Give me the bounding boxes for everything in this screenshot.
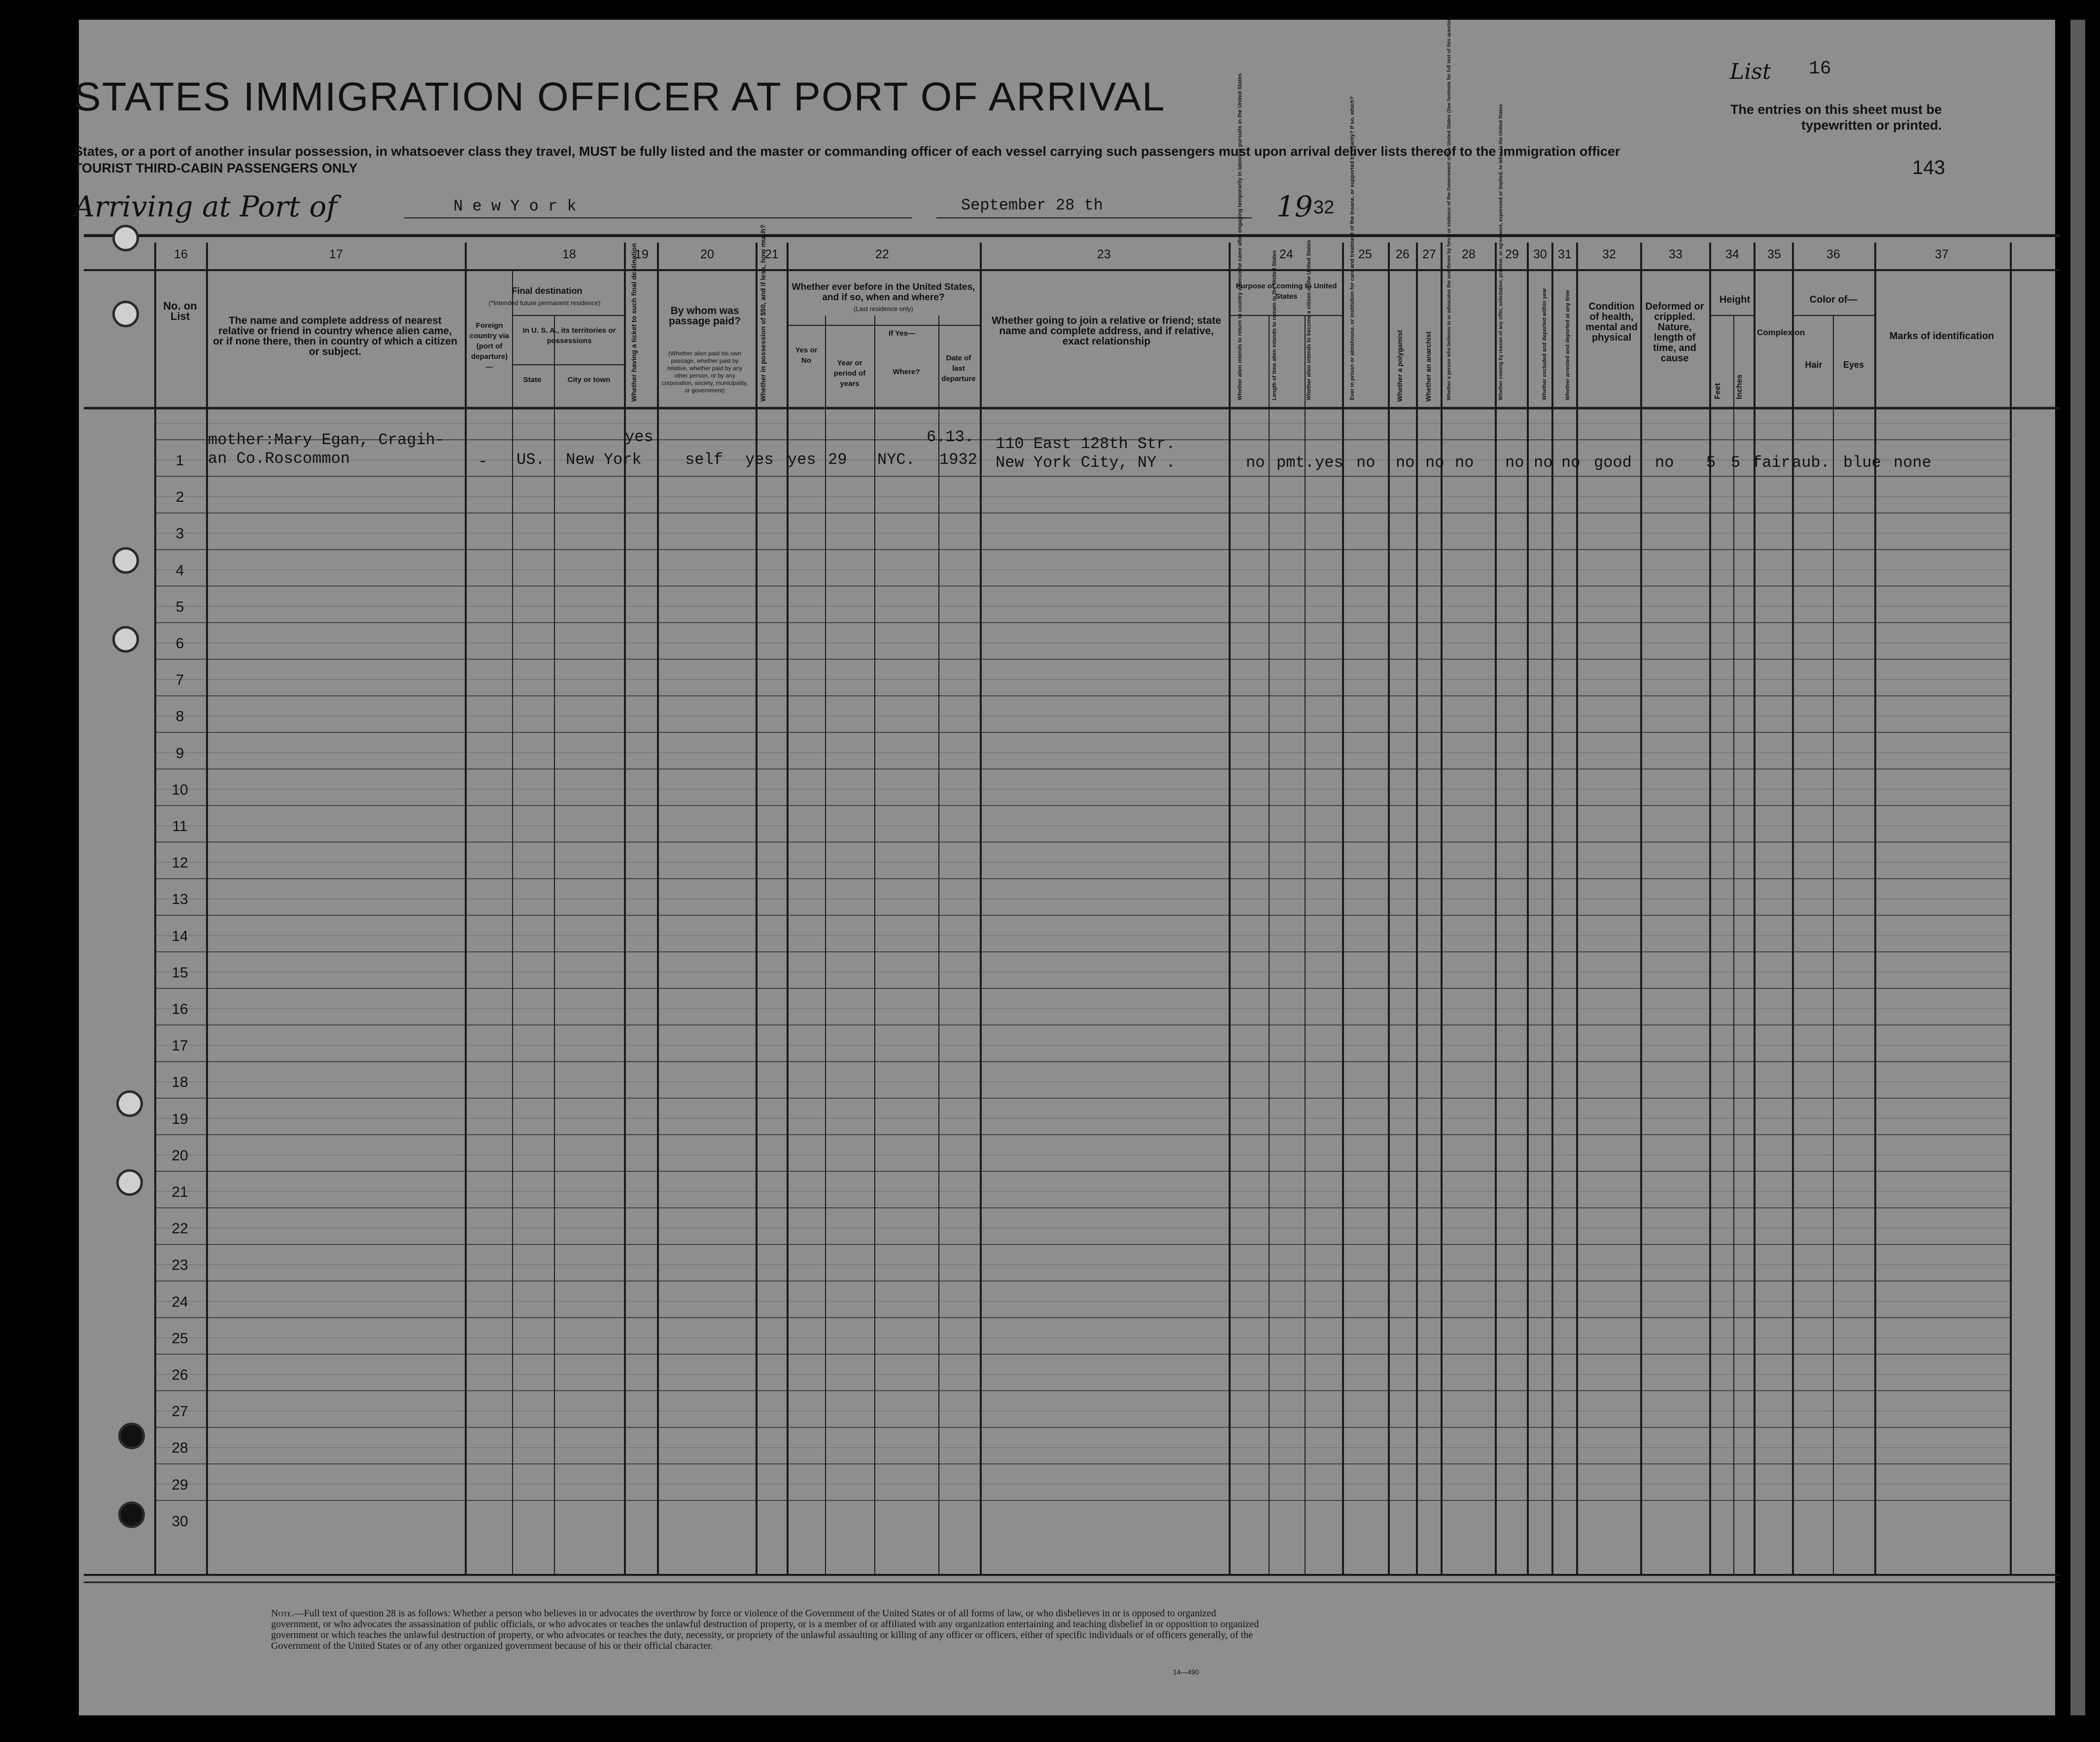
row-number: 27 bbox=[172, 1403, 188, 1420]
year-suffix: 32 bbox=[1313, 197, 1335, 218]
entry-where: NYC. bbox=[877, 451, 915, 469]
col31-header: Whether arrested and deported at any time bbox=[1565, 290, 1571, 400]
column-number: 33 bbox=[1669, 247, 1683, 261]
arrival-date: September 28 th bbox=[961, 196, 1103, 214]
col19-header: Whether having a ticket to such final destination bbox=[630, 243, 638, 402]
col23-header: Whether going to join a relative or friend; state name and complete address, and if relative, exact relationship bbox=[992, 315, 1221, 347]
entry-before-in-us: yes bbox=[788, 451, 816, 469]
row-number: 4 bbox=[175, 562, 184, 579]
entry-last-departure-1: 6.13. bbox=[927, 428, 974, 446]
row-number: 7 bbox=[175, 672, 184, 689]
row-number: 11 bbox=[172, 818, 188, 835]
form-number: 14—490 bbox=[1173, 1668, 1199, 1676]
footnote-label: Note. bbox=[271, 1608, 294, 1619]
column-number: 35 bbox=[1767, 247, 1781, 261]
column-number: 32 bbox=[1602, 247, 1616, 261]
col36-eyes-header: Eyes bbox=[1843, 360, 1864, 370]
entry-feet: 5 bbox=[1706, 453, 1716, 472]
entry-relative-line1: mother:Mary Egan, Cragih- bbox=[208, 431, 445, 449]
header-class: TOURIST THIRD-CABIN PASSENGERS ONLY bbox=[74, 161, 358, 175]
header-instructions: States, or a port of another insular possession, in whatsoever class they travel, MUST be fully listed and the master or commanding officer of each vessel carrying such passengers must upon arrival deliver lists thereof to the immigration officer bbox=[74, 144, 1620, 159]
entry-hair: aub. bbox=[1792, 453, 1830, 472]
column-number: 19 bbox=[635, 247, 649, 261]
entry-ticket: yes bbox=[625, 428, 654, 446]
row-number: 10 bbox=[172, 781, 188, 798]
entry-years: 29 bbox=[828, 451, 847, 469]
year-prefix: 19 bbox=[1276, 190, 1313, 223]
column-number: 34 bbox=[1725, 247, 1739, 261]
col18-note: (*Intended future permanent residence) bbox=[488, 299, 601, 307]
entry-eyes: blue bbox=[1843, 453, 1881, 472]
footnote-text: —Full text of question 28 is as follows: Whether a person who believes in or advocates the overthrow by force or violence of the Government of the United States or of all forms of law, or who disbelieves in or is opposed to organized government, or who advocates the assassination of public officials, or who advocates or teaches the unlawful destruction of property, or is a member of or affiliated with any organization entertaining and teaching disbelief in or opposition to organized government or which teaches the unlawful destruction of property, or who advocates or teaches the duty, necessity, or propriety of the unlawful assaulting or killing of any officer or officers, either of specific individuals or of officers generally, of the Government of the United States or of any other organized government because of his or their official character. bbox=[271, 1608, 1259, 1651]
row-number: 30 bbox=[172, 1513, 188, 1530]
row-number: 28 bbox=[172, 1440, 188, 1457]
entry-length-of-stay: pmt. bbox=[1276, 453, 1314, 472]
column-number: 31 bbox=[1558, 247, 1572, 261]
row-number: 8 bbox=[175, 708, 184, 725]
entry-citizen: yes bbox=[1315, 453, 1343, 472]
entry-join-line2: New York City, NY . bbox=[996, 453, 1175, 472]
column-number: 20 bbox=[700, 247, 714, 261]
binder-hole bbox=[112, 301, 139, 327]
column-number: 24 bbox=[1279, 247, 1293, 261]
row-number: 9 bbox=[175, 745, 184, 762]
col22-year-header: Year or period of years bbox=[833, 359, 866, 388]
col22-ifyes-header: If Yes— bbox=[889, 329, 915, 338]
row-number: 15 bbox=[172, 964, 188, 981]
entry-last-departure-2: 1932 bbox=[939, 451, 977, 469]
col28-header bbox=[1446, 287, 1452, 400]
entry-city: New York bbox=[566, 451, 642, 469]
entry-return: no bbox=[1246, 453, 1265, 472]
col22-yesno-header: Yes or No bbox=[795, 346, 818, 365]
binder-hole bbox=[112, 225, 139, 251]
col26-header: Whether a polygamist bbox=[1396, 330, 1404, 402]
column-number: 27 bbox=[1422, 247, 1436, 261]
col36-header: Color of— bbox=[1809, 294, 1858, 305]
entry-relative-line2: an Co.Roscommon bbox=[208, 450, 350, 468]
column-number: 25 bbox=[1358, 247, 1372, 261]
entry-possession-50: yes bbox=[745, 451, 774, 469]
col22-header: Whether ever before in the United States, and if so, when and where? bbox=[792, 282, 975, 303]
row-number: 24 bbox=[172, 1293, 188, 1310]
typewritten-instruction: The entries on this sheet must be typewritten or printed. bbox=[1730, 102, 1942, 133]
col24a-header bbox=[1237, 312, 1243, 400]
column-number: 29 bbox=[1505, 247, 1519, 261]
col18-header: Final destination bbox=[512, 286, 583, 296]
document-title: STATES IMMIGRATION OFFICER AT PORT OF ARRIVAL bbox=[74, 74, 1166, 119]
entry-q30: no bbox=[1534, 453, 1553, 472]
col27-header: Whether an anarchist bbox=[1424, 331, 1432, 402]
col22-note: (Last residence only) bbox=[854, 305, 913, 313]
entry-q28: no bbox=[1455, 453, 1474, 472]
row-number: 23 bbox=[172, 1257, 188, 1274]
column-number: 37 bbox=[1935, 247, 1949, 261]
col34-feet-header: Feet bbox=[1714, 383, 1722, 399]
col30-header: Whether excluded and deported within year bbox=[1542, 288, 1548, 400]
row-number: 19 bbox=[172, 1111, 188, 1127]
col24b-header: Length of time alien intends to remain in the United States bbox=[1272, 250, 1277, 400]
entry-q31: no bbox=[1561, 453, 1581, 472]
column-number: 23 bbox=[1097, 247, 1111, 261]
col36-hair-header: Hair bbox=[1805, 360, 1823, 370]
column-number: 36 bbox=[1826, 247, 1840, 261]
col22-where-header: Where? bbox=[893, 368, 920, 376]
col22-date-header: Date of last departure bbox=[941, 354, 976, 383]
entry-q29: no bbox=[1505, 453, 1524, 472]
entry-foreign-country: - bbox=[478, 453, 488, 471]
row-number: 22 bbox=[172, 1220, 188, 1237]
binder-hole bbox=[118, 1423, 145, 1449]
row-number: 17 bbox=[172, 1038, 188, 1054]
entry-state: US. bbox=[516, 451, 545, 469]
page-number: 143 bbox=[1912, 157, 1945, 178]
row-number: 13 bbox=[172, 891, 188, 908]
column-number: 30 bbox=[1533, 247, 1547, 261]
binder-hole bbox=[112, 547, 139, 574]
entry-marks: none bbox=[1893, 453, 1931, 472]
col24-header: Purpose of coming to United States bbox=[1236, 282, 1337, 301]
row-number: 6 bbox=[175, 635, 184, 652]
column-number: 22 bbox=[875, 247, 889, 261]
column-number: 17 bbox=[329, 247, 343, 261]
footnote bbox=[271, 1608, 1262, 1651]
col34-header: Height bbox=[1719, 294, 1751, 305]
row-number: 29 bbox=[172, 1476, 188, 1493]
entry-anarchist: no bbox=[1425, 453, 1445, 472]
entry-polygamist: no bbox=[1396, 453, 1415, 472]
entry-prison: no bbox=[1356, 453, 1376, 472]
col29-header bbox=[1498, 287, 1504, 400]
list-label: List bbox=[1730, 59, 1771, 84]
col24c-header: Whether alien intends to become a citizen of the United States bbox=[1306, 240, 1312, 400]
column-number: 28 bbox=[1462, 247, 1476, 261]
entry-deformed: no bbox=[1655, 453, 1674, 472]
row-number: 12 bbox=[172, 855, 188, 871]
col18-state-header: State bbox=[523, 376, 542, 384]
row-number: 18 bbox=[172, 1074, 188, 1091]
column-number: 18 bbox=[562, 247, 576, 261]
binder-hole bbox=[116, 1169, 143, 1196]
row-number: 21 bbox=[172, 1184, 188, 1200]
col16-header: No. on List bbox=[163, 300, 197, 322]
entry-complexion: fair bbox=[1753, 453, 1790, 472]
binder-hole bbox=[116, 1090, 143, 1117]
col37-header: Marks of identification bbox=[1889, 331, 1995, 342]
row-number: 16 bbox=[172, 1001, 188, 1017]
col18-city-header: City or town bbox=[567, 376, 611, 384]
col35-header: Complexion bbox=[1757, 328, 1805, 337]
col20-note: (Whether alien paid his own passage, whether paid by relative, whether paid by any other person, or by any corporation, society, municipality, or government) bbox=[661, 350, 748, 394]
col25-header bbox=[1349, 287, 1355, 400]
col32-header: Condition of health, mental and physical bbox=[1585, 301, 1638, 343]
col18-usa-header: In U. S. A., its territories or possessions bbox=[522, 326, 616, 345]
row-number: 26 bbox=[172, 1367, 188, 1383]
row-number: 2 bbox=[175, 489, 184, 506]
col34-inches-header: Inches bbox=[1735, 374, 1744, 399]
binder-hole bbox=[112, 626, 139, 653]
entry-inches: 5 bbox=[1731, 453, 1741, 472]
entry-health: good bbox=[1594, 453, 1632, 472]
row-number: 1 bbox=[175, 453, 184, 469]
col20-header: By whom was passage paid? bbox=[669, 305, 741, 327]
row-number: 20 bbox=[172, 1147, 188, 1164]
col17-header: The name and complete address of nearest relative or friend in country whence alien came, or if none there, then in country of which a citizen or subject. bbox=[213, 315, 457, 357]
arriving-label: Arriving at Port of bbox=[74, 190, 337, 223]
column-number: 26 bbox=[1396, 247, 1410, 261]
col33-header: Deformed or crippled. Nature, length of time, and cause bbox=[1645, 301, 1704, 364]
binder-hole bbox=[118, 1501, 145, 1528]
col18-foreign-header: Foreign country via (port of departure)— bbox=[469, 321, 510, 371]
column-number: 16 bbox=[174, 247, 188, 261]
row-number: 25 bbox=[172, 1330, 188, 1347]
arrival-port: N e w Y o r k bbox=[453, 197, 577, 215]
column-number: 21 bbox=[765, 247, 779, 261]
list-number: 16 bbox=[1809, 58, 1831, 79]
entry-passage-paid: self bbox=[685, 451, 723, 469]
col21-header: Whether in possession of $50, and if less, how much? bbox=[759, 224, 767, 402]
row-number: 3 bbox=[175, 525, 184, 542]
row-number: 14 bbox=[172, 928, 188, 944]
row-number: 5 bbox=[175, 598, 184, 615]
entry-join-line1: 110 East 128th Str. bbox=[996, 435, 1175, 453]
